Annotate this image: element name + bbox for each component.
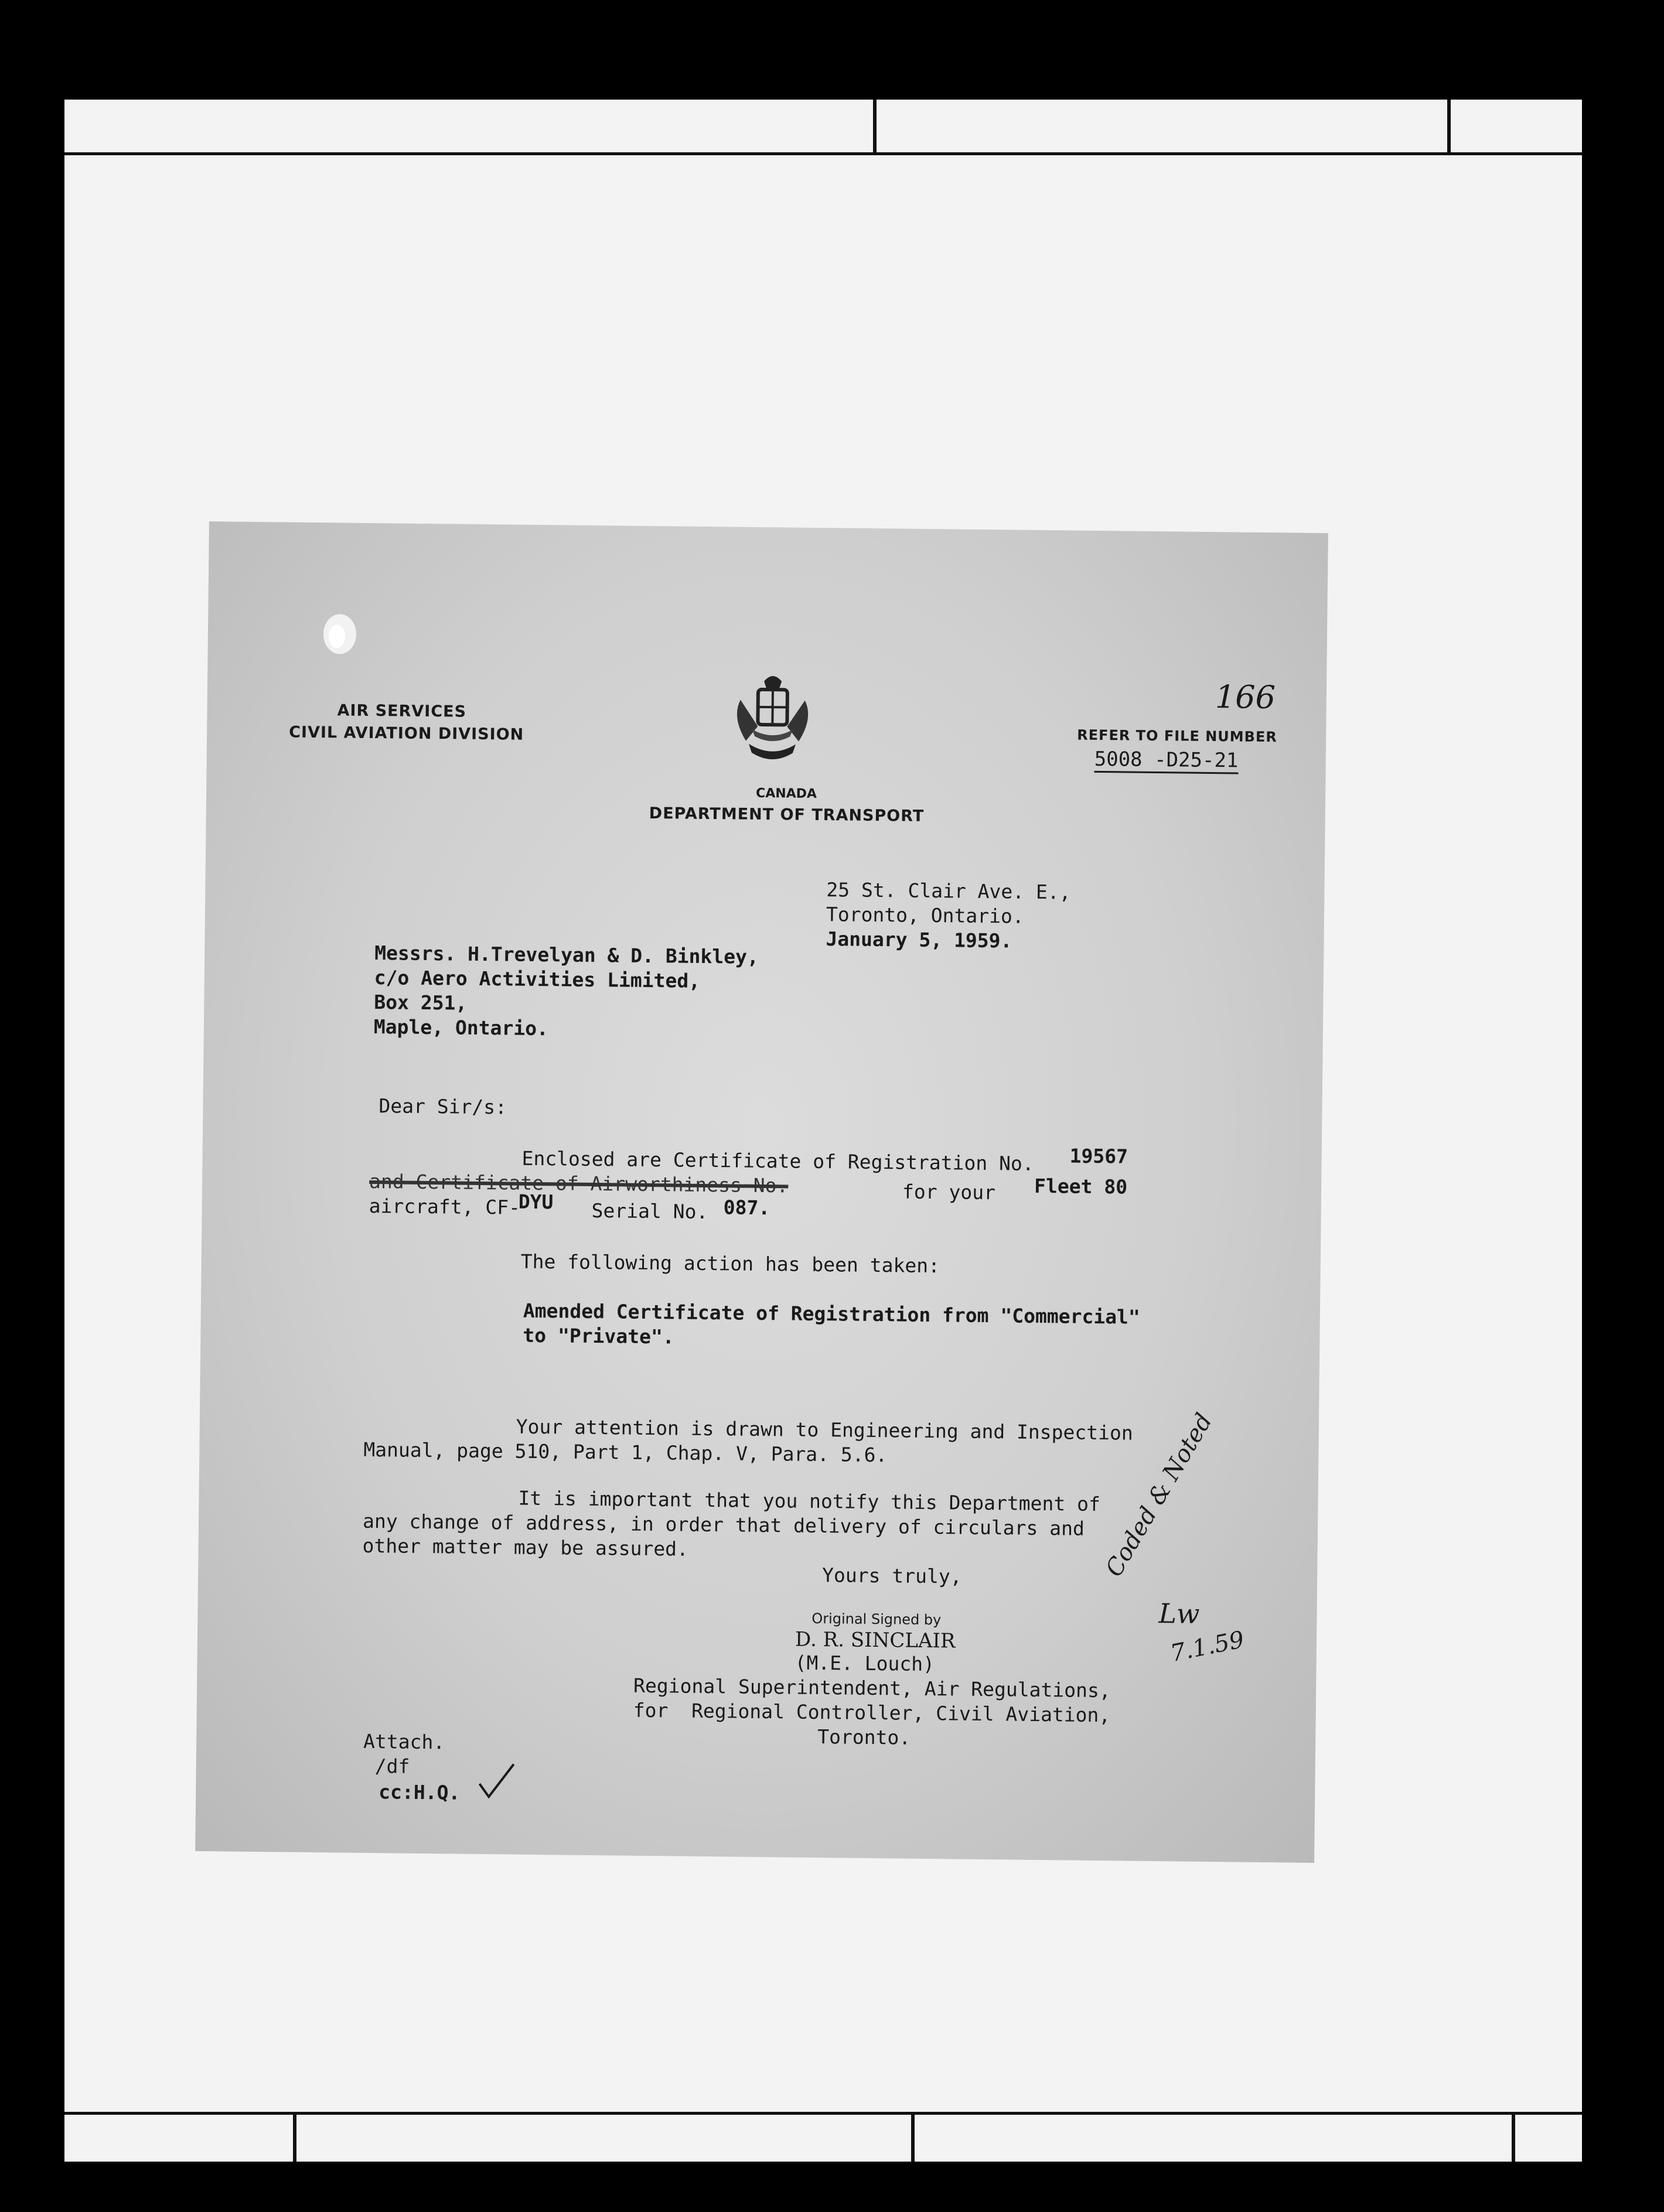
signature-stamp-label: Original Signed by bbox=[811, 1610, 942, 1629]
recipient-line2: c/o Aero Activities Limited, bbox=[374, 966, 701, 992]
country-label: CANADA bbox=[755, 786, 817, 801]
paragraph1-line1: Enclosed are Certificate of Registration No. bbox=[521, 1146, 1034, 1175]
recipient-line4: Maple, Ontario. bbox=[373, 1015, 549, 1040]
page-number-handwritten: 166 bbox=[1215, 678, 1276, 716]
action-line1: Amended Certificate of Registration from "Commercial" bbox=[523, 1299, 1141, 1329]
aircraft-registration-mark: DYU bbox=[518, 1190, 554, 1214]
file-ref-label: REFER TO FILE NUMBER bbox=[1077, 726, 1277, 746]
org-line-2: CIVIL AVIATION DIVISION bbox=[289, 723, 524, 744]
letter-page bbox=[195, 521, 1328, 1863]
paragraph3-line2: Manual, page 510, Part 1, Chap. V, Para. 5.6. bbox=[363, 1438, 888, 1467]
registration-number: 19567 bbox=[1069, 1144, 1128, 1168]
coat-of-arms-icon bbox=[728, 670, 817, 771]
serial-number: 087. bbox=[723, 1196, 770, 1220]
paragraph1-aircraft-label: aircraft, CF- bbox=[369, 1194, 521, 1219]
paragraph4-line3: other matter may be assured. bbox=[362, 1534, 689, 1561]
paragraph1-for-your: for your bbox=[902, 1180, 996, 1204]
handwritten-date: 7.1.59 bbox=[1168, 1626, 1247, 1668]
signatory-title-line1: Regional Superintendent, Air Regulations, bbox=[633, 1674, 1111, 1702]
serial-label: Serial No. bbox=[591, 1199, 708, 1224]
aircraft-type: Fleet 80 bbox=[1034, 1174, 1128, 1199]
paragraph1-struck-text: and Certificate of Airworthiness No. bbox=[369, 1169, 789, 1197]
carbon-copy: cc:H.Q. bbox=[379, 1780, 461, 1804]
file-ref-number: 5008 -D25-21 bbox=[1094, 747, 1239, 774]
typed-initials: (M.E. Louch) bbox=[795, 1651, 935, 1676]
salutation: Dear Sir/s: bbox=[379, 1094, 507, 1119]
sender-address-line2: Toronto, Ontario. bbox=[826, 903, 1024, 928]
typist-initials: /df bbox=[374, 1754, 410, 1778]
department-name: DEPARTMENT OF TRANSPORT bbox=[649, 804, 925, 825]
recipient-line3: Box 251, bbox=[374, 991, 468, 1015]
signatory-title-line2: for Regional Controller, Civil Aviation, bbox=[633, 1698, 1111, 1727]
frame-divider bbox=[1447, 100, 1451, 152]
paragraph3-line1: Your attention is drawn to Engineering and Inspection bbox=[516, 1415, 1133, 1445]
action-intro: The following action has been taken: bbox=[520, 1250, 940, 1278]
frame-divider bbox=[1512, 2115, 1515, 2162]
closing: Yours truly, bbox=[821, 1564, 962, 1588]
signatory-title-line3: Toronto. bbox=[817, 1725, 911, 1749]
handwritten-note: Coded & Noted bbox=[1100, 1408, 1218, 1582]
sender-address-line1: 25 St. Clair Ave. E., bbox=[826, 878, 1071, 904]
signature-stamp-name: D. R. SINCLAIR bbox=[795, 1627, 956, 1653]
frame-divider bbox=[293, 2115, 296, 2162]
frame-divider bbox=[911, 2115, 915, 2162]
frame-divider bbox=[873, 100, 877, 152]
recipient-line1: Messrs. H.Trevelyan & D. Binkley, bbox=[374, 941, 759, 968]
action-line2: to "Private". bbox=[523, 1323, 674, 1349]
staple-hole-icon bbox=[319, 610, 361, 658]
org-line-1: AIR SERVICES bbox=[337, 701, 467, 721]
handwritten-initials: Lw bbox=[1158, 1597, 1200, 1630]
attachment-label: Attach. bbox=[363, 1729, 445, 1754]
frame-rule-bottom bbox=[64, 2112, 1582, 2115]
paragraph4-line1: It is important that you notify this Department of bbox=[518, 1486, 1101, 1516]
letter-date: January 5, 1959. bbox=[826, 927, 1012, 953]
frame-rule-top bbox=[64, 152, 1582, 155]
paragraph4-line2: any change of address, in order that delivery of circulars and bbox=[362, 1509, 1085, 1540]
film-bottom-border bbox=[0, 2162, 1664, 2212]
film-top-border bbox=[0, 0, 1664, 100]
checkmark-icon bbox=[476, 1760, 517, 1802]
